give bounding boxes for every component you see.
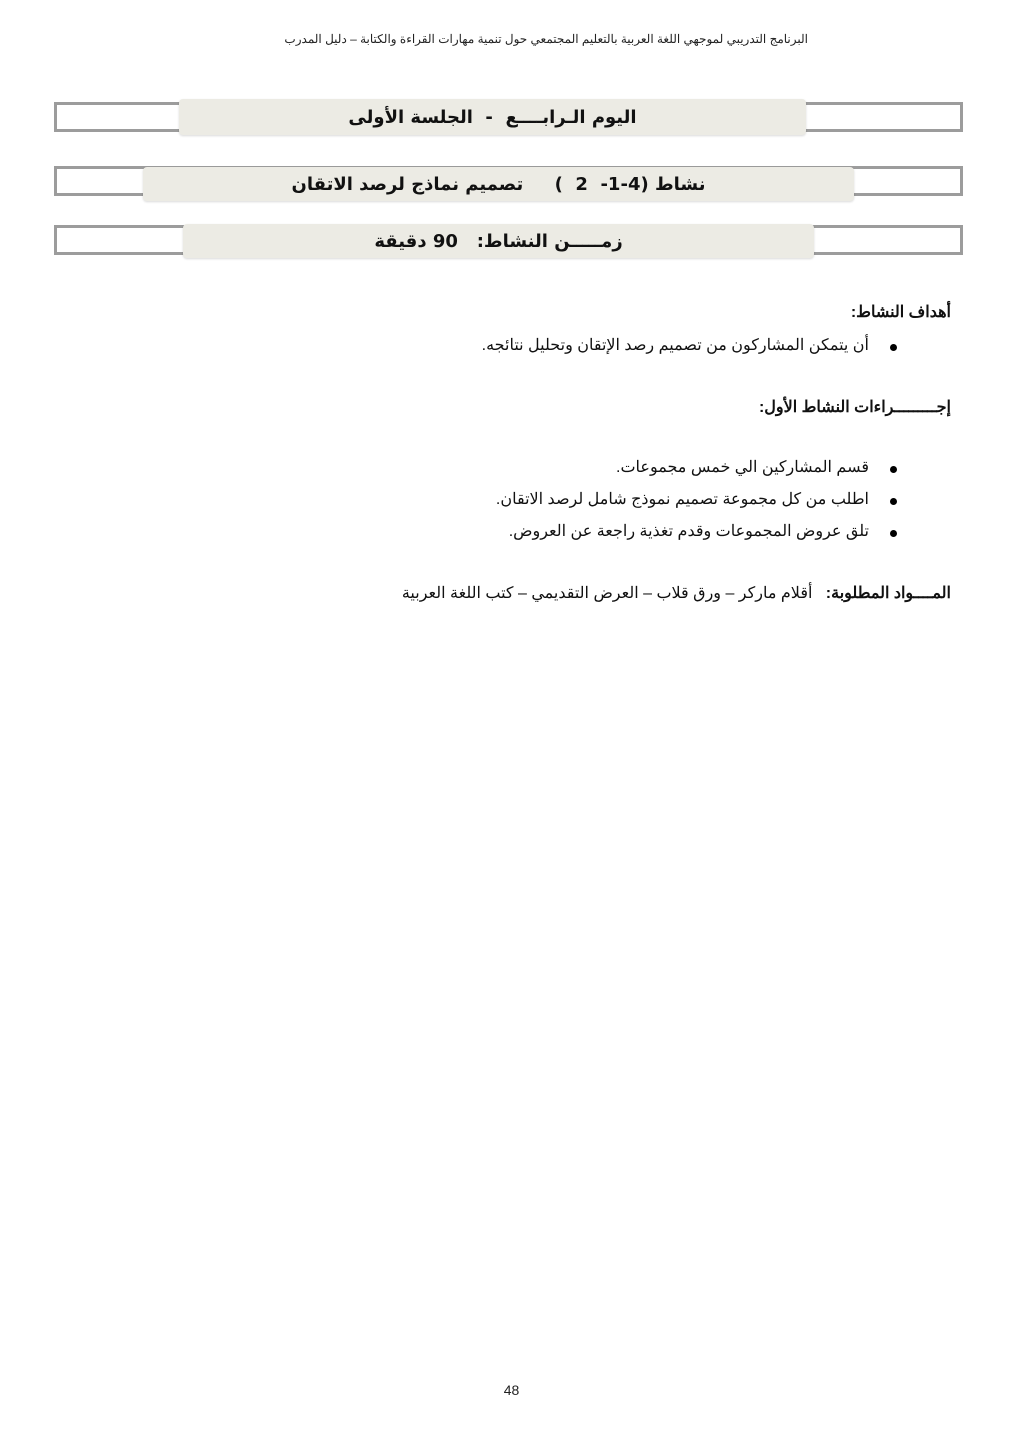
session-title: اليوم الـرابــــع - الجلسة الأولى bbox=[179, 99, 806, 135]
activity-title: نشاط (4-1- 2 ) تصميم نماذج لرصد الاتقان bbox=[143, 167, 854, 201]
materials-line bbox=[60, 581, 951, 607]
bullet-icon bbox=[890, 498, 897, 505]
list-item-text: اطلب من كل مجموعة تصميم نموذج شامل لرصد الاتقان. bbox=[495, 491, 869, 508]
list-item bbox=[60, 519, 951, 545]
running-header: البرنامج التدريبي لموجهي اللغة العربية بالتعليم المجتمعي حول تنمية مهارات القراءة والكتابة – دليل المدرب bbox=[284, 32, 808, 46]
activity-band bbox=[54, 166, 963, 196]
list-item bbox=[60, 455, 951, 481]
time-band bbox=[54, 225, 963, 255]
bullet-icon bbox=[890, 530, 897, 537]
procedures-heading: إجـــــــــراءات النشاط الأول: bbox=[758, 399, 951, 416]
objectives-list bbox=[60, 333, 951, 359]
activity-time: زمـــــن النشاط: 90 دقيقة bbox=[183, 224, 814, 258]
bullet-icon bbox=[890, 344, 897, 351]
materials-value: أقلام ماركر – ورق قلاب – العرض التقديمي – كتب اللغة العربية bbox=[401, 585, 813, 602]
bullet-icon bbox=[890, 466, 897, 473]
procedures-list bbox=[60, 455, 951, 545]
session-band bbox=[54, 102, 963, 132]
page-number: 48 bbox=[503, 1382, 520, 1398]
list-item bbox=[60, 333, 951, 359]
list-item-text: تلق عروض المجموعات وقدم تغذية راجعة عن العروض. bbox=[508, 523, 869, 540]
objectives-heading: أهداف النشاط: bbox=[850, 304, 951, 321]
materials-label: المــــواد المطلوبة: bbox=[825, 585, 951, 602]
list-item-text: أن يتمكن المشاركون من تصميم رصد الإتقان وتحليل نتائجه. bbox=[481, 337, 869, 354]
list-item-text: قسم المشاركين الي خمس مجموعات. bbox=[616, 459, 869, 476]
list-item bbox=[60, 487, 951, 513]
page-body bbox=[60, 300, 951, 607]
